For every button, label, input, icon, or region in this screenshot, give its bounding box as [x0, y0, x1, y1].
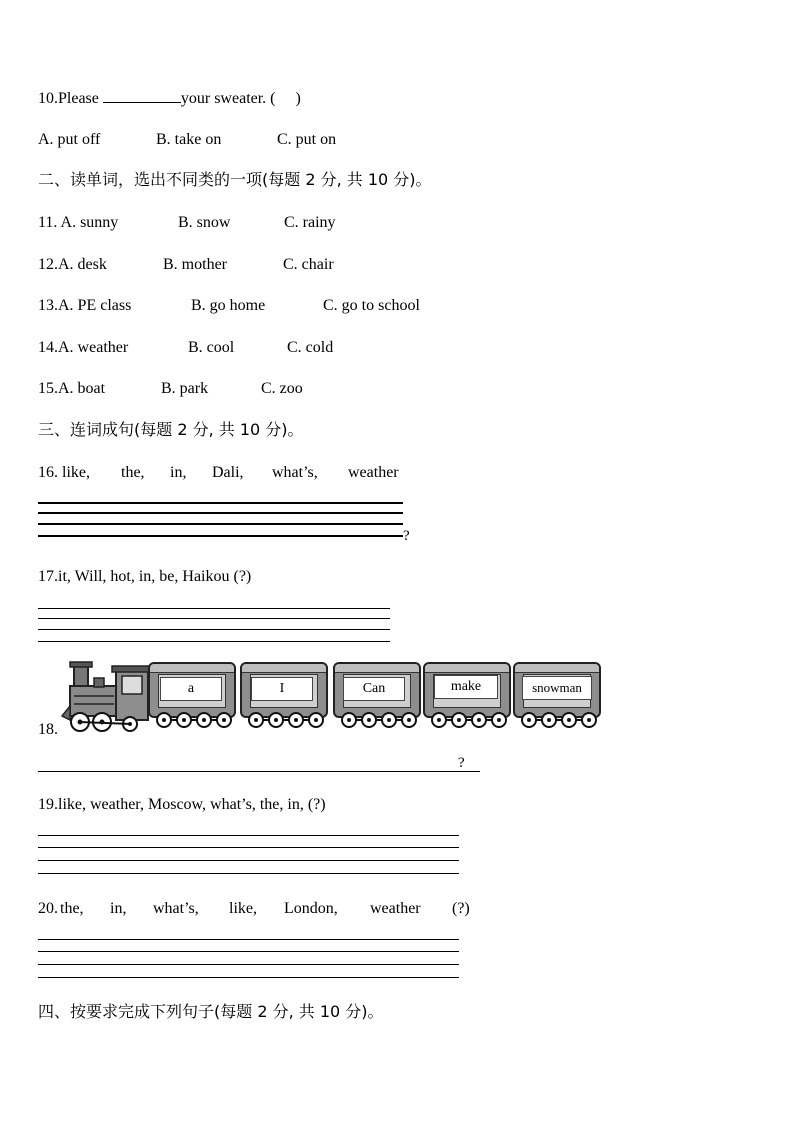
option-b[interactable]: B. cool [188, 339, 235, 356]
word-card: a [160, 677, 222, 701]
word-card: make [434, 675, 498, 699]
question-text: Please [58, 90, 103, 107]
option-c[interactable]: C. zoo [261, 380, 303, 397]
option-a[interactable]: A. put off [38, 131, 101, 148]
question-mark: ? [403, 528, 410, 544]
option-b[interactable]: B. snow [178, 214, 231, 231]
answer-line[interactable] [38, 771, 480, 772]
word-chip: the, [60, 900, 84, 917]
option-a[interactable]: A. desk [58, 256, 107, 273]
question-number: 16. [38, 464, 58, 481]
section-heading: 二、读单词，选出不同类的一项(每题 2 分, 共 10 分)。 [38, 170, 432, 189]
option-b[interactable]: B. take on [156, 131, 222, 148]
word-chip: what’s, [153, 900, 199, 917]
word-card: I [251, 677, 313, 701]
question-number: 14. [38, 339, 58, 356]
question-11 [38, 213, 118, 233]
question-19: 19.like, weather, Moscow, what’s, the, in, (?) [38, 796, 326, 813]
question-12 [38, 255, 107, 275]
question-number: 12. [38, 256, 58, 273]
option-b[interactable]: B. go home [191, 297, 266, 314]
word-card: snowman [522, 676, 592, 700]
option-b[interactable]: B. mother [163, 256, 227, 273]
word-chip: like, [62, 464, 90, 481]
question-15 [38, 379, 105, 399]
word-chip: like, [229, 900, 257, 917]
question-10 [38, 88, 301, 109]
option-c[interactable]: C. cold [287, 339, 334, 356]
word-chip: the, [121, 464, 145, 481]
question-16 [38, 463, 58, 483]
option-c[interactable]: C. chair [283, 256, 334, 273]
question-number: 10. [38, 90, 58, 107]
option-c[interactable]: C. put on [277, 131, 337, 148]
question-mark: ? [458, 755, 465, 771]
option-a[interactable]: A. boat [58, 380, 106, 397]
section-heading: 四、按要求完成下列句子(每题 2 分, 共 10 分)。 [38, 1002, 384, 1021]
word-chip: what’s, [272, 464, 318, 481]
word-chip: in, [170, 464, 187, 481]
option-c[interactable]: C. rainy [284, 214, 336, 231]
question-14 [38, 338, 128, 358]
option-a[interactable]: A. PE class [58, 297, 132, 314]
question-number: 18. [38, 721, 58, 738]
word-chip: London, [284, 900, 338, 917]
question-number: 15. [38, 380, 58, 397]
option-a[interactable]: A. weather [58, 339, 129, 356]
section-heading: 三、连词成句(每题 2 分, 共 10 分)。 [38, 420, 304, 439]
answer-blank[interactable] [103, 88, 181, 103]
word-chip: weather [370, 900, 421, 917]
option-b[interactable]: B. park [161, 380, 209, 397]
word-card: Can [343, 677, 405, 701]
word-chip: weather [348, 464, 399, 481]
word-chip: Dali, [212, 464, 244, 481]
question-number: 20. [38, 900, 58, 917]
option-c[interactable]: C. go to school [323, 297, 420, 314]
question-13 [38, 296, 131, 316]
question-number: 13. [38, 297, 58, 314]
question-17: 17.it, Will, hot, in, be, Haikou (?) [38, 568, 252, 585]
question-number: 11 [38, 214, 54, 231]
word-chip: (?) [452, 900, 470, 917]
question-text: your sweater. ( [180, 90, 276, 107]
paren-close: ) [295, 90, 301, 107]
option-a[interactable]: . A. sunny [53, 214, 119, 231]
locomotive-icon [60, 660, 152, 734]
word-chip: in, [110, 900, 127, 917]
